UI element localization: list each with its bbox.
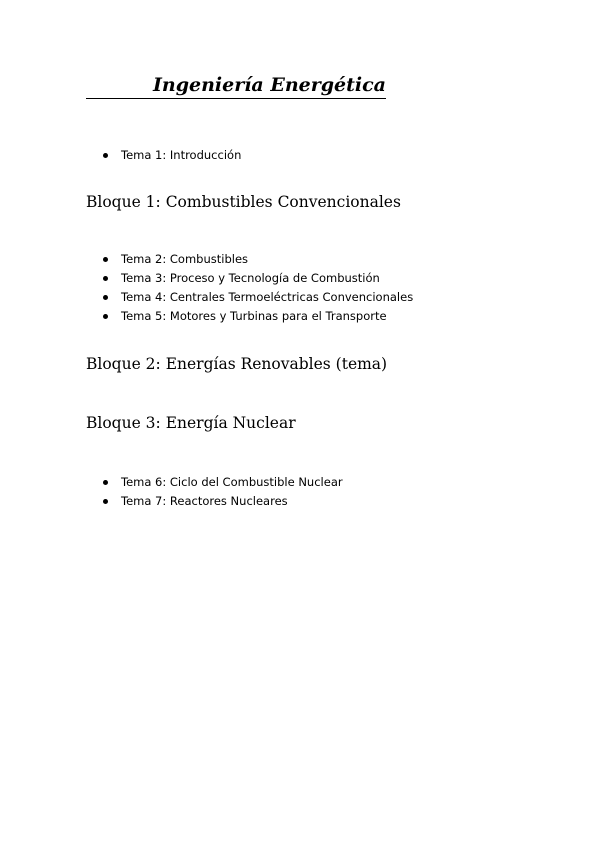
block-3-topic-list	[100, 473, 343, 511]
block-3-heading: Bloque 3: Energía Nuclear	[86, 414, 296, 432]
list-item-tema-3: Tema 3: Proceso y Tecnología de Combustión	[100, 269, 413, 288]
block-2-heading: Bloque 2: Energías Renovables (tema)	[86, 355, 388, 373]
document-title	[86, 74, 386, 99]
list-item-tema-1: Tema 1: Introducción	[100, 146, 241, 165]
document-title-text: Ingeniería Energética	[153, 74, 386, 96]
block-1-heading: Bloque 1: Combustibles Convencionales	[86, 193, 401, 211]
block-1-topic-list	[100, 250, 413, 326]
list-item-tema-2: Tema 2: Combustibles	[100, 250, 413, 269]
list-item-tema-6: Tema 6: Ciclo del Combustible Nuclear	[100, 473, 343, 492]
list-item-tema-5: Tema 5: Motores y Turbinas para el Transporte	[100, 307, 413, 326]
list-item-tema-4: Tema 4: Centrales Termoeléctricas Convencionales	[100, 288, 413, 307]
list-item-tema-7: Tema 7: Reactores Nucleares	[100, 492, 343, 511]
intro-topic-list	[100, 146, 241, 165]
